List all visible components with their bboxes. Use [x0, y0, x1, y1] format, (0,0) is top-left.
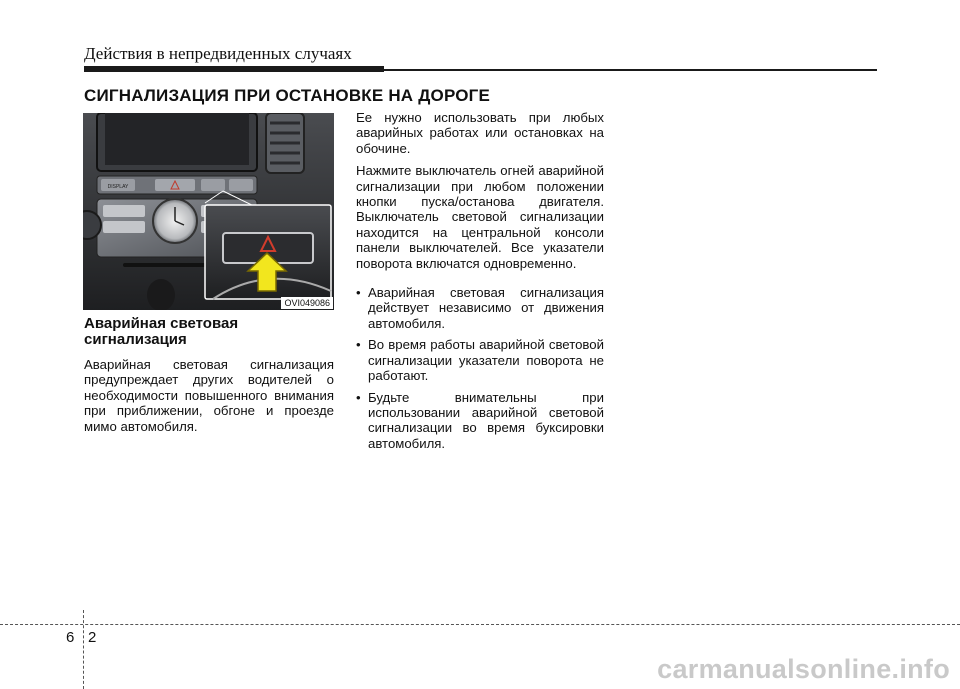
section-title: СИГНАЛИЗАЦИЯ ПРИ ОСТАНОВКЕ НА ДОРОГЕ: [84, 86, 491, 105]
dashboard-illustration: [83, 113, 334, 310]
chapter-title: Действия в непредвиденных случаях: [84, 44, 352, 63]
footer-divider: [0, 624, 960, 625]
list-item: [356, 285, 604, 331]
bullet-text: Во время работы аварийной световой сигнализации указатели поворота не работают.: [368, 337, 604, 384]
bullet-icon: •: [356, 337, 361, 353]
bullet-text: Будьте внимательны при использовании аварийной световой сигнализации во время буксировки автомобиля.: [368, 389, 604, 451]
watermark: carmanualsonline.info: [657, 654, 950, 684]
footer-vertical-divider: [83, 610, 84, 689]
left-column: [84, 316, 334, 434]
hazard-switch-figure: [83, 113, 334, 310]
display-button-label: DISPLAY: [107, 184, 129, 190]
bullet-icon: •: [356, 389, 361, 405]
bullet-icon: •: [356, 285, 361, 301]
list-item: [356, 337, 604, 383]
subsection-title: Аварийная световая сигнализация: [84, 315, 239, 348]
page-number: 2: [88, 629, 97, 646]
right-para-1: Ее нужно использовать при любых аварийных работах или остановках на обочине.: [356, 110, 604, 156]
warning-bullet-list: [356, 285, 604, 451]
header-rule-thin: [384, 69, 877, 71]
right-column: [356, 110, 604, 457]
left-body-text: Аварийная световая сигнализация предупреждает других водителей о необходимости повышенного внимания при приближении, обгоне и проезде мимо автомобиля.: [84, 357, 334, 434]
figure-code: OVI049086: [281, 297, 333, 309]
chapter-number: 6: [66, 629, 75, 646]
header-rule-thick: [84, 66, 384, 72]
list-item: [356, 390, 604, 452]
bullet-text: Аварийная световая сигнализация действует независимо от движения автомобиля.: [368, 285, 604, 331]
right-para-2: Нажмите выключатель огней аварийной сигнализации при любом положении кнопки пуска/останова двигателя. Выключатель световой сигнализации находится на центральной консоли панели выключателей. Все указатели поворота включатся одновременно.: [356, 163, 604, 271]
